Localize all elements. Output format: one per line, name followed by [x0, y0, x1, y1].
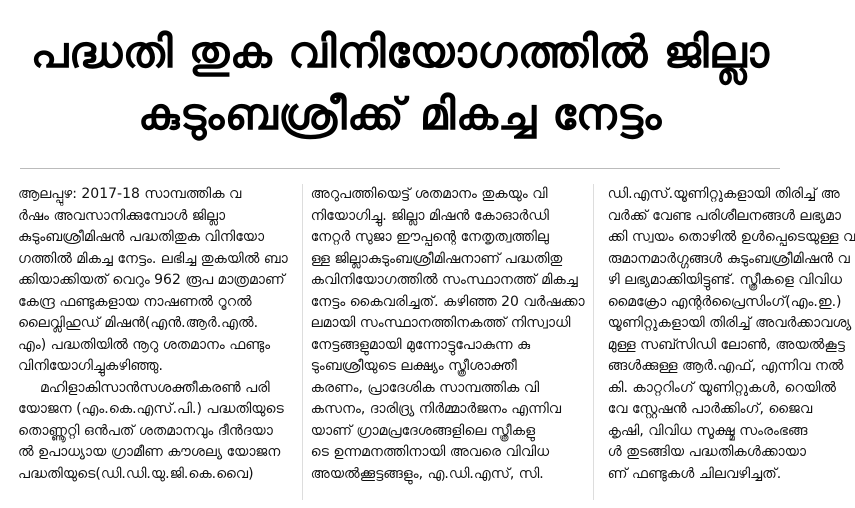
column-line: ലമായി സംസ്ഥാനത്തിനകത്ത് നിസ്വാധി — [310, 315, 571, 331]
column-line: അയൽക്കൂട്ടങ്ങളും, എ.ഡി.എസ്, സി. — [310, 465, 544, 482]
column-line: നേട്ടങ്ങളുമായി മുന്നോട്ടുപോകുന്ന കു — [310, 336, 531, 353]
column-line: കൃഷി, വിവിധ സൂക്ഷ്മ സംരംഭങ്ങ — [607, 422, 808, 439]
column-line: ർഷം അവസാനിക്കുമ്പോൾ ജില്ലാ — [18, 207, 226, 224]
column-line: ക്കിയാക്കിയത് വെറും 962 രൂപ മാത്രമാണ് — [18, 272, 285, 288]
column-line: കരണം, പ്രാദേശിക സാമ്പത്തിക വി — [310, 379, 540, 396]
column-line: നിയോഗിച്ചു. ജില്ലാ മിഷൻ കോഓർഡി — [310, 207, 549, 224]
column-line: കവിനിയോഗത്തിൽ സംസ്ഥാനത്ത് മികച്ച — [310, 272, 578, 288]
column-line: യാണ് ഗ്രാമപ്രദേശങ്ങളിലെ സ്ത്രീകളു — [310, 422, 536, 439]
column-line: ലൈവ്ലിഹുഡ് മിഷൻ(എൻ.ആർ.എൽ. — [18, 315, 259, 331]
article-body — [18, 184, 855, 500]
article-column-1 — [18, 184, 288, 500]
headline-line-2: കുടുംബശ്രീക്ക് മികച്ച നേട്ടം — [138, 89, 662, 140]
column-line: കസനം, ദാരിദ്ര്യ നിർമ്മാർജനം എന്നിവ — [310, 401, 562, 417]
column-line: ടുംബശ്രീയുടെ ലക്ഷ്യം സ്ത്രീശാക്തീ — [310, 358, 517, 374]
column-line: നേട്ടം കൈവരിച്ചത്. കഴിഞ്ഞ 20 വർഷക്കാ — [310, 293, 585, 310]
column-line: മൈക്രോ എന്റർപ്രൈസിംഗ്(എം.ഇ.) — [607, 293, 842, 310]
column-line: യൂണിറ്റുകളായി തിരിച്ച് അവർക്കാവശ്യ — [607, 315, 852, 331]
column-line: തൊണ്ണൂറ്റി ഒൻപത് ശതമാനവും ദീൻദയാ — [18, 422, 273, 439]
column-line: വേ സ്റ്റേഷൻ പാർക്കിംഗ്, ജൈവ — [607, 401, 813, 417]
column-line: ക്കി സ്വയം തൊഴിൽ ഉൾപ്പെടെയുള്ള വ — [607, 229, 855, 245]
column-line: ടെ ഉന്നമനത്തിനായി അവരെ വിവിധ — [310, 444, 550, 460]
column-line: മുള്ള സബ്സിഡി ലോൺ, അയൽകൂട്ട — [607, 336, 845, 353]
column-line: ള്ള ജില്ലാകുടുംബശ്രീമിഷനാണ് പദ്ധതിതു — [310, 250, 563, 267]
column-line: അറുപത്തിയെട്ട് ശതമാനം തുകയും വി — [310, 186, 548, 202]
column-line: പദ്ധതിയുടെ(ഡി.ഡി.യു.ജി.കെ.വൈ) — [18, 465, 254, 482]
column-line: എം) പദ്ധതിയിൽ നൂറു ശതമാനം ഫണ്ടും — [18, 336, 271, 353]
column-line: കേന്ദ്ര ഫണ്ടുകളായ നാഷണൽ റൂറൽ — [18, 293, 252, 310]
column-line: ഡി.എസ്.യൂണിറ്റുകളായി തിരിച്ച് അ — [607, 186, 840, 202]
column-line: ആലപ്പുഴ: 2017-18 സാമ്പത്തിക വ — [18, 186, 242, 202]
column-line: ൽ ഉപാധ്യായ ഗ്രാമീണ കൗശല്യ യോജന — [18, 444, 281, 460]
column-line: വിനിയോഗിച്ചുകഴിഞ്ഞു. — [18, 358, 163, 374]
column-line: ൾ തുടങ്ങിയ പദ്ധതികൾക്കായാ — [607, 444, 807, 460]
headline-line-1: പദ്ധതി തുക വിനിയോഗത്തിൽ ജില്ലാ — [30, 27, 770, 78]
article-column-3 — [608, 184, 855, 500]
headline-divider — [20, 168, 780, 169]
column-line: മഹിളാകിസാൻസശക്തീകരൺ പരി — [40, 379, 270, 396]
column-line: കുടുംബശ്രീമിഷൻ പദ്ധതിതുക വിനിയോ — [18, 229, 265, 245]
column-line: ങ്ങൾക്കുള്ള ആർ.എഫ്, എന്നിവ നൽ — [607, 358, 844, 374]
column-line: യോജന (എം.കെ.എസ്.പി.) പദ്ധതിയുടെ — [18, 401, 284, 417]
column-line: നേറ്റർ സുജാ ഈപ്പന്റെ നേതൃത്വത്തിലു — [310, 229, 549, 245]
column-line: ണ് ഫണ്ടുകൾ ചിലവഴിച്ചത്. — [607, 465, 782, 482]
column-line: ഴി ലഭ്യമാക്കിയിട്ടുണ്ട്. സ്ത്രീകളെ വിവിധ — [607, 272, 842, 288]
article-column-2 — [302, 184, 594, 500]
column-line: രുമാനമാർഗ്ഗങ്ങൾ കുടുംബശ്രീമിഷൻ വ — [607, 250, 850, 267]
column-line: വർക്ക് വേണ്ട പരിശീലനങ്ങൾ ലഭ്യമാ — [607, 207, 841, 224]
column-line: ഗത്തിൽ മികച്ച നേട്ടം. ലഭിച്ച തുകയിൽ ബാ — [18, 250, 288, 267]
headline — [0, 22, 800, 146]
column-line: കി. കാറ്ററിംഗ് യൂണിറ്റുകൾ, റെയിൽ — [607, 379, 837, 396]
